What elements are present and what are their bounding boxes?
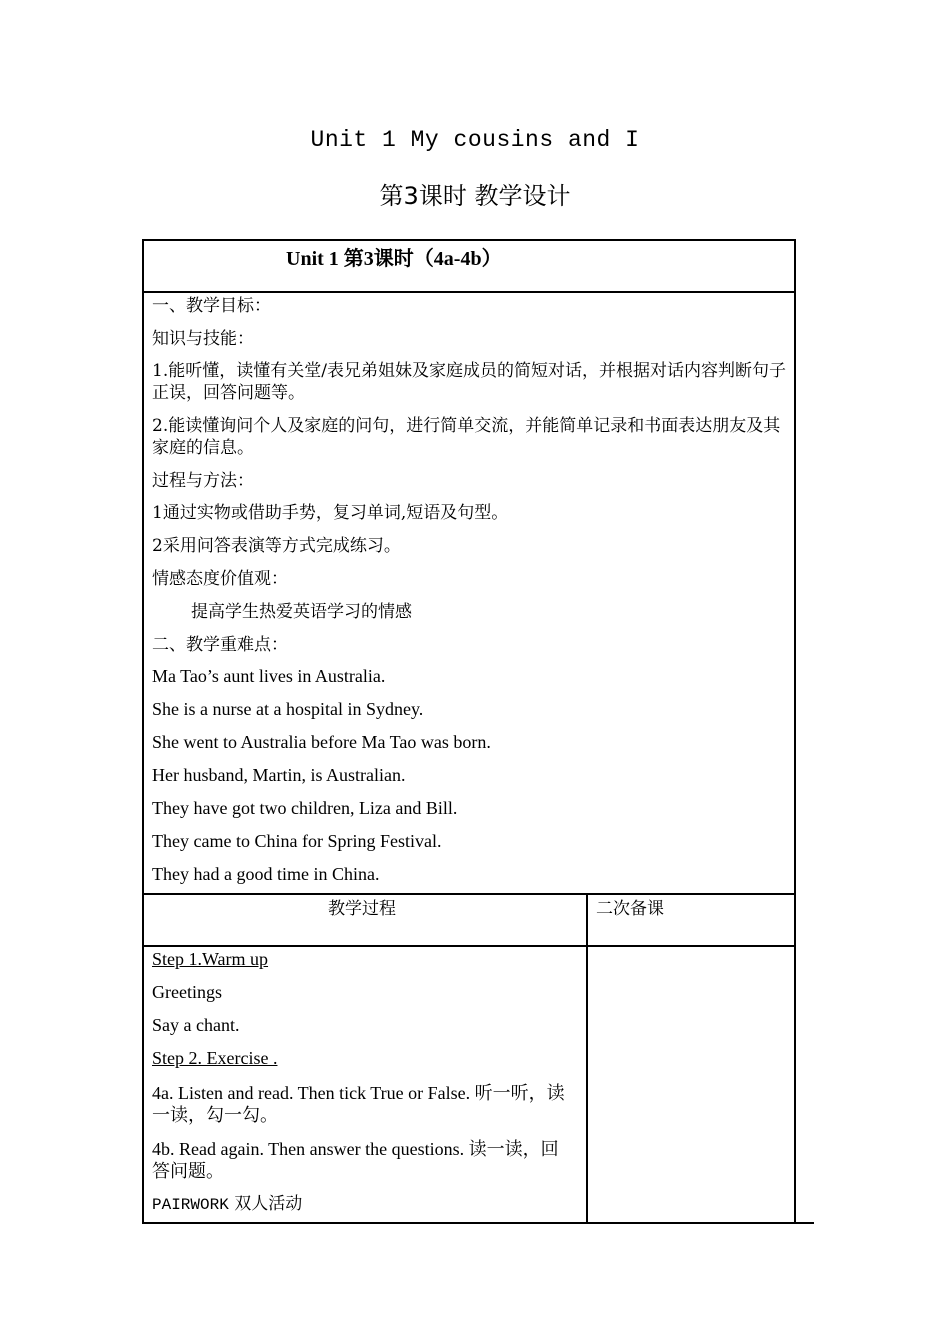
objectives-heading: 一、教学目标： xyxy=(152,296,271,316)
process-item-1: 1通过实物或借助手势，复习单词,短语及句型。 xyxy=(152,503,509,523)
emotion-heading: 情感态度价值观： xyxy=(152,569,288,589)
pairwork-label xyxy=(152,1193,302,1216)
table-border-top xyxy=(142,239,796,241)
key-point-line: She went to Australia before Ma Tao was born. xyxy=(152,732,491,752)
table-row-divider xyxy=(142,945,796,947)
key-point-line: They have got two children, Liza and Bill. xyxy=(152,798,458,818)
process-item-2: 2采用问答表演等方式完成练习。 xyxy=(152,536,401,556)
knowledge-heading: 知识与技能： xyxy=(152,329,254,349)
table-header: Unit 1 第3课时（4a-4b） xyxy=(286,248,502,270)
step-item: Greetings xyxy=(152,982,222,1002)
document-title-english: Unit 1 My cousins and I xyxy=(310,127,640,153)
step-1-heading: Step 1.Warm up xyxy=(152,949,269,969)
key-points-heading: 二、教学重难点： xyxy=(152,635,288,655)
key-point-line: Ma Tao’s aunt lives in Australia. xyxy=(152,666,386,686)
table-border-left xyxy=(142,239,144,1224)
pairwork-english: PAIRWORK xyxy=(152,1196,229,1214)
table-row-divider xyxy=(142,893,796,895)
key-point-line: They came to China for Spring Festival. xyxy=(152,831,442,851)
key-point-line: Her husband, Martin, is Australian. xyxy=(152,765,406,785)
table-border-right xyxy=(794,239,796,1224)
knowledge-item-2: 2.能读懂询问个人及家庭的问句，进行简单交流，并能简单记录和书面表达朋友及其家庭的信息。 xyxy=(152,416,781,458)
key-point-line: They had a good time in China. xyxy=(152,864,380,884)
pairwork-chinese: 双人活动 xyxy=(234,1194,303,1214)
key-point-line: She is a nurse at a hospital in Sydney. xyxy=(152,699,424,719)
document-title-chinese: 第3课时 教学设计 xyxy=(379,182,571,210)
knowledge-item-1: 1.能听懂，读懂有关堂/表兄弟姐妹及家庭成员的简短对话，并根据对话内容判断句子正误，回答问题等。 xyxy=(152,361,786,403)
column-header-second-prep: 二次备课 xyxy=(596,899,664,919)
step-item: Say a chant. xyxy=(152,1015,240,1035)
table-border-bottom xyxy=(142,1222,814,1224)
process-heading: 过程与方法： xyxy=(152,471,254,491)
table-column-divider xyxy=(586,893,588,1224)
table-row-divider xyxy=(142,291,796,293)
step-2-heading: Step 2. Exercise . xyxy=(152,1048,278,1068)
emotion-item-1: 提高学生热爱英语学习的情感 xyxy=(191,602,412,622)
column-header-process: 教学过程 xyxy=(328,899,396,919)
exercise-4b: 4b. Read again. Then answer the questions. 读一读，回答问题。 xyxy=(152,1139,559,1181)
exercise-4a: 4a. Listen and read. Then tick True or False. 听一听，读一读，勾一勾。 xyxy=(152,1083,565,1125)
